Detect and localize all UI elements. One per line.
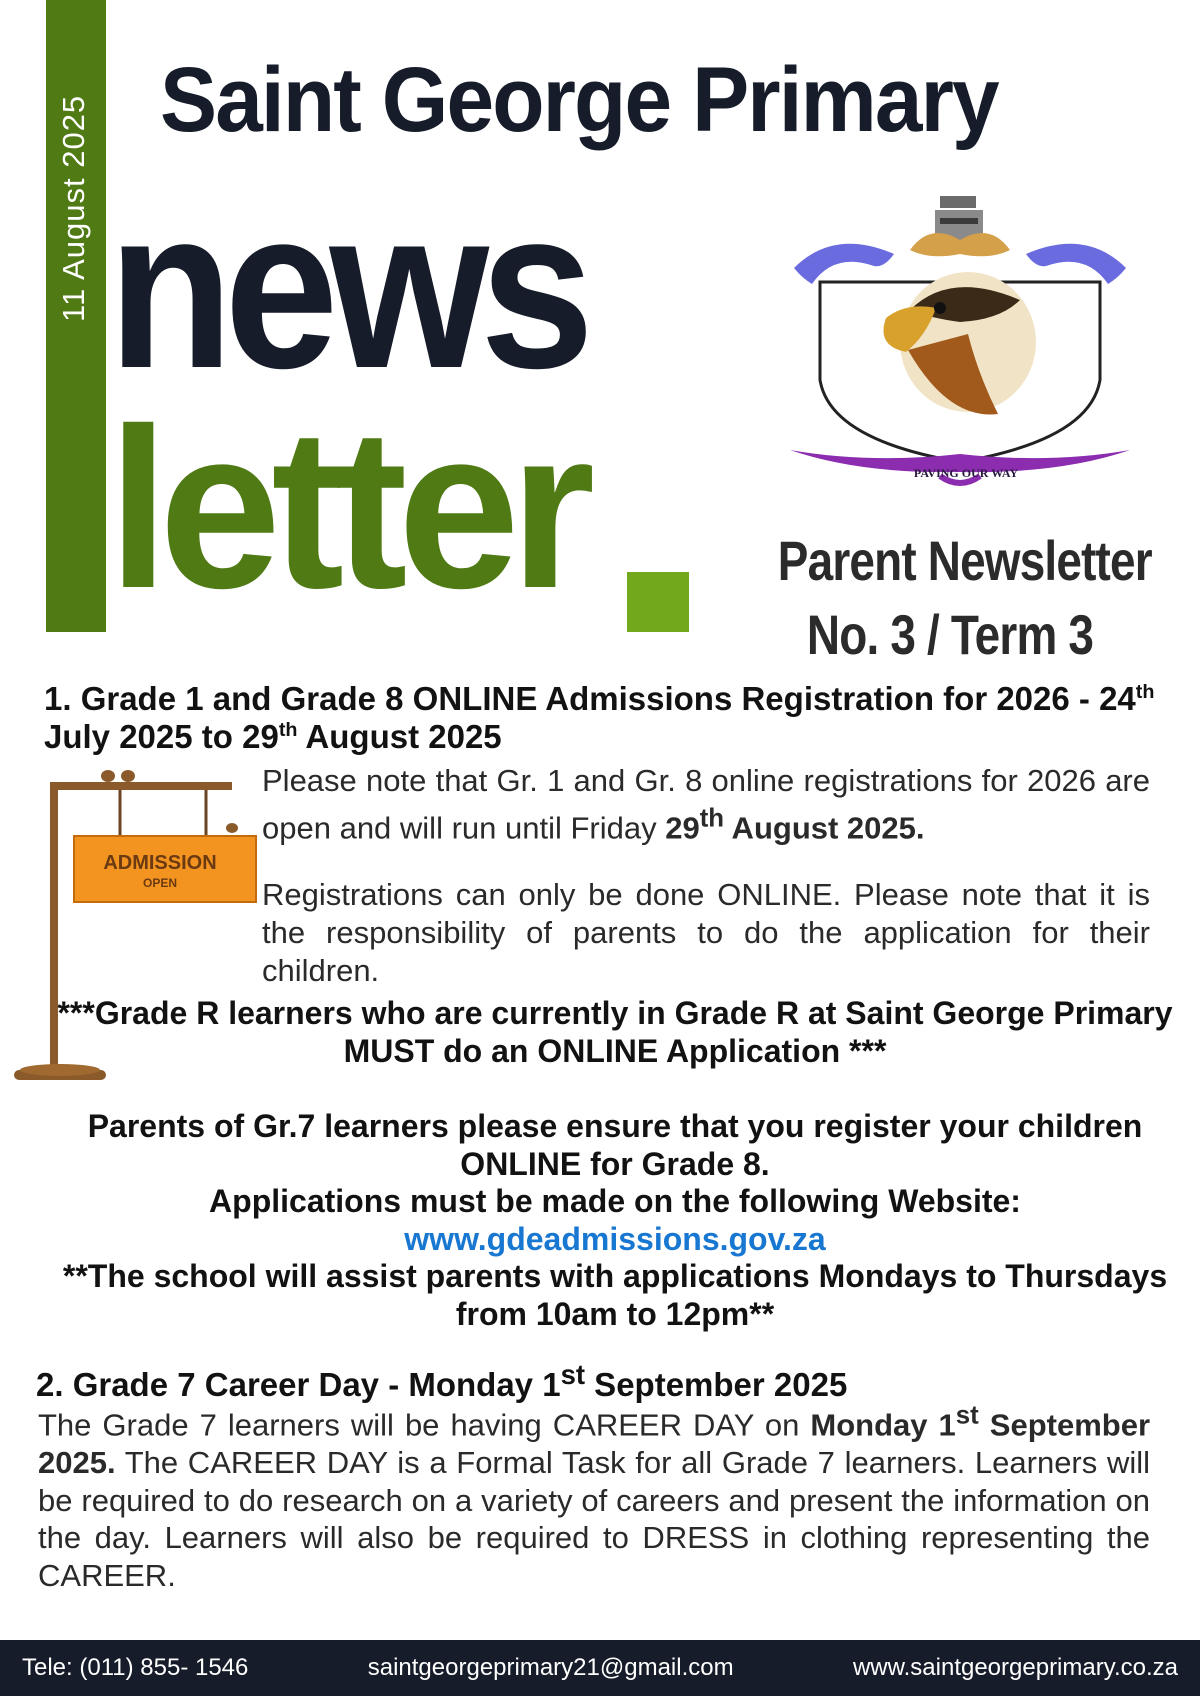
newsletter-title: Parent Newsletter [777, 529, 1152, 592]
sign-label-admission: ADMISSION [103, 852, 217, 874]
online-only-paragraph: Registrations can only be done ONLINE. Please note that it is the responsibility of parents to do the application for their children. [262, 877, 1150, 988]
footer-website[interactable]: www.saintgeorgeprimary.co.za [852, 1654, 1178, 1681]
registration-paragraph: Please note that Gr. 1 and Gr. 8 online registrations for 2026 are open and will run until Friday 29th August 2025. [262, 763, 1150, 846]
crest-motto: PAVING OUR WAY [913, 466, 1019, 480]
footer-contact-bar [0, 1640, 1200, 1696]
grade-7-notice: Parents of Gr.7 learners please ensure that you register your children ONLINE for Grade 8. [87, 1108, 1143, 1182]
assistance-notice: **The school will assist parents with applications Mondays to Thursdays from 10am to 12pm** [62, 1258, 1168, 1332]
footer-telephone: Tele: (011) 855- 1546 [22, 1654, 249, 1681]
career-day-paragraph: The Grade 7 learners will be having CAREER DAY on Monday 1st September 2025. The CAREER DAY is a Formal Task for all Grade 7 learners. Learners will be required to do research on a variety of careers and present the information on the day. Learners will also be required to DRESS in clothing representing the CAREER. [38, 1402, 1151, 1593]
title-dot [627, 572, 689, 632]
grade-7-notice-block [40, 1108, 1190, 1334]
admissions-website-link[interactable]: www.gdeadmissions.gov.za [404, 1220, 826, 1257]
grade-r-notice: ***Grade R learners who are currently in Grade R at Saint George Primary MUST do an ONLINE Application *** [57, 995, 1173, 1069]
title-word-letter: letter [108, 382, 586, 636]
title-word-news: news [108, 162, 586, 416]
issue-date: 11 August 2025 [56, 94, 91, 322]
footer-email[interactable]: saintgeorgeprimary21@gmail.com [367, 1654, 734, 1681]
sign-label-open: OPEN [142, 876, 177, 890]
school-name: Saint George Primary [160, 49, 998, 151]
website-instruction: Applications must be made on the following Website: [209, 1183, 1021, 1220]
newsletter-number: No. 3 / Term 3 [806, 603, 1094, 666]
section-2-heading: 2. Grade 7 Career Day - Monday 1st September 2025 [36, 1359, 848, 1403]
section-1-heading: 1. Grade 1 and Grade 8 ONLINE Admissions Registration for 2026 - 24th July 2025 to 29th August 2025 [44, 680, 1155, 755]
